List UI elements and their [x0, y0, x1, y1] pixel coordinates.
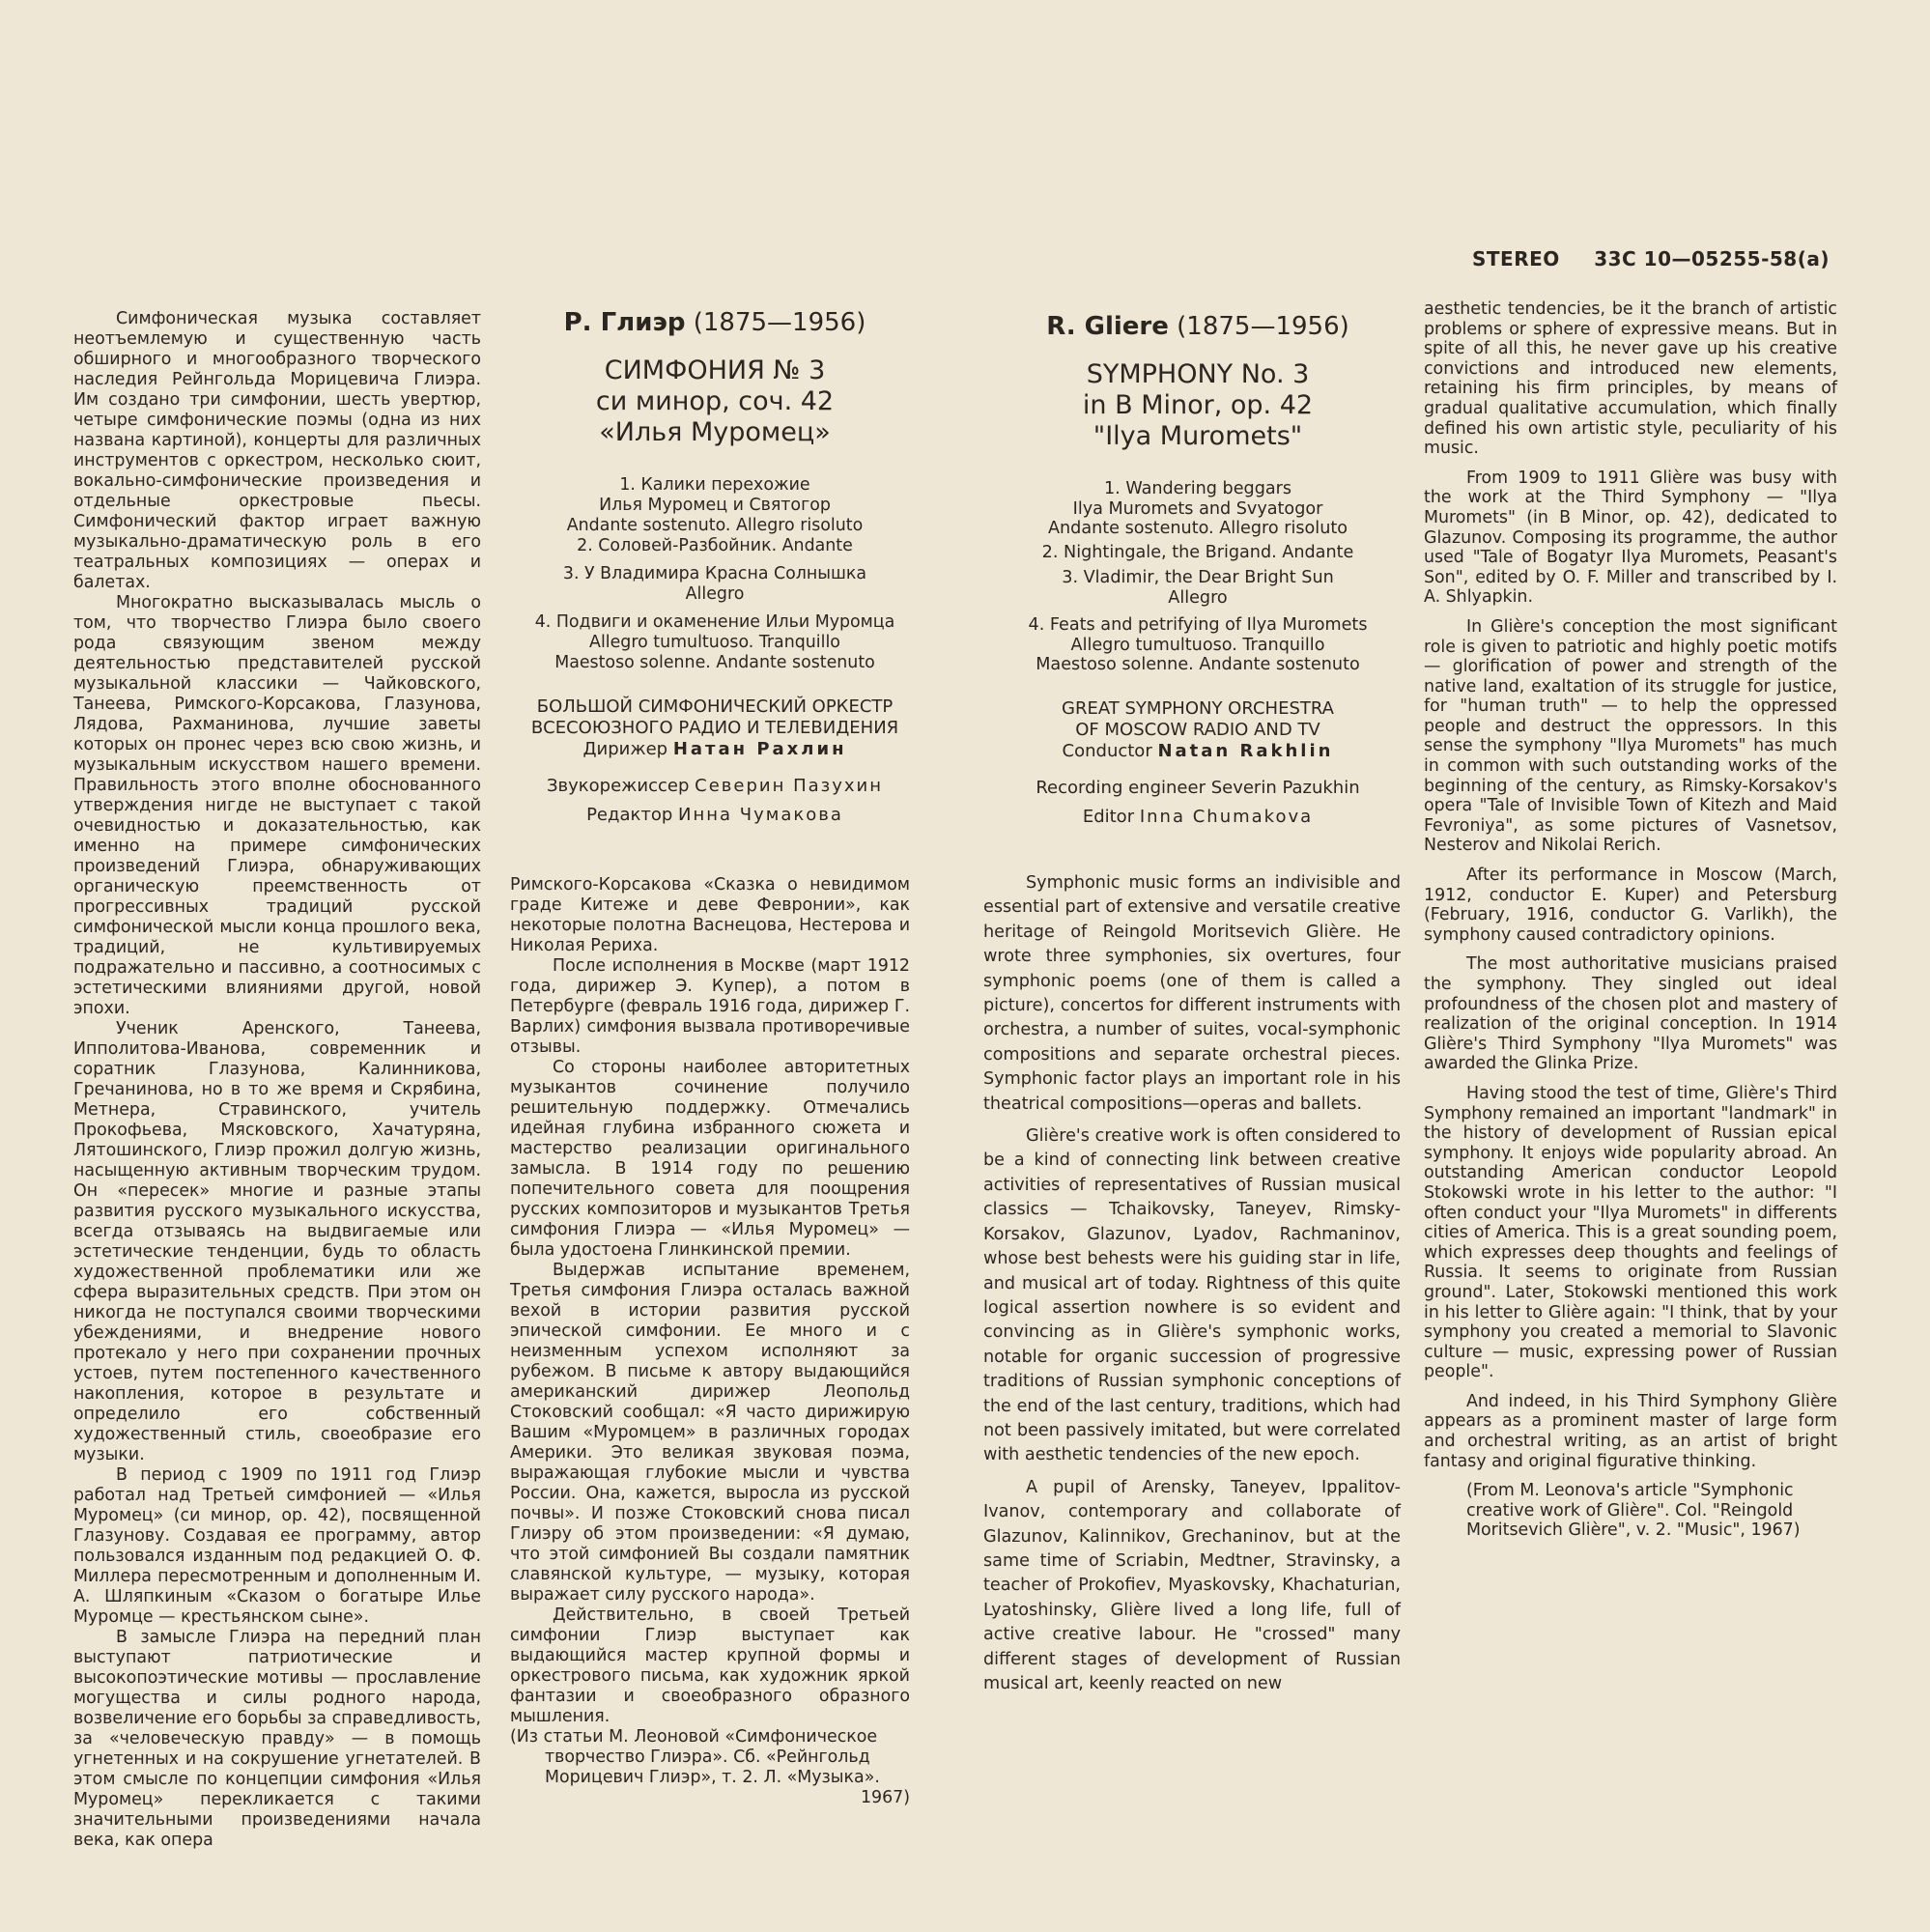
key-opus: си минор, соч. 42 [595, 386, 835, 416]
english-title-block [985, 311, 1410, 828]
engineer-name: Северин Пазухин [695, 776, 883, 796]
paragraph: In Glière's conception the most significant role is given to patriotic and highly poetic motifs — glorification of power and strength of the native land, exaltation of its struggle for justice, for "human truth" — to help the oppressed people and destruct the oppressors. In this sense the symphony "Ilya Muromets" has much in common with such outstanding works of the beginning of the century, as Rimsky-Korsakov's opera "Tale of Invisible Town of Kitezh and Maid Fevroniya", as some pictures of Vasnetsov, Nesterov and Nikolai Rerich. [1424, 616, 1837, 856]
symphony-title: СИМФОНИЯ № 3 [604, 355, 826, 385]
paragraph: Выдержав испытание временем, Третья симфония Глиэра осталась важной вехой в истории развития русской эпической симфонии. Ее много и с неизменным успехом исполняют за рубежом. В письме к автору выдающийся американский дирижер Леопольд Стоковский сообщал: «Я часто дирижирую Вашим «Муромцем» в различных городах Америки. Это великая звуковая поэма, выражающая глубокие мысли и чувства России. Она, кажется, выросла из русской почвы». И позже Стоковский снова писал Глиэру об этом произведении: «Я думаю, что этой симфонией Вы создали памятник славянской культуре, — музыку, которая выражает силу русского народа». [510, 1261, 910, 1605]
movement-line: Илья Муромец и Святогор [599, 496, 831, 515]
source-line: (From M. Leonova's article "Symphonic [1466, 1481, 1794, 1501]
paragraph: Римского-Корсакова «Сказка о невидимом граде Китеже и деве Февронии», как некоторые полотна Васнецова, Нестерова и Николая Рериха. [510, 875, 910, 955]
editor-label: Editor [1082, 806, 1135, 827]
engineer-label: Звукорежиссер [547, 776, 690, 796]
source-line: 1967) [860, 1788, 910, 1807]
symphony-title: SYMPHONY No. 3 [1086, 359, 1310, 389]
conductor-name: Натан Рахлин [672, 739, 847, 759]
symphony-subtitle: «Илья Муромец» [599, 417, 831, 447]
paragraph: A pupil of Arensky, Taneyev, Ippalitov-Ivanov, contemporary and collaborate of Glazunov, Kalinnikov, Grechaninov, but at the same time of Scriabin, Medtner, Stravinsky, a teacher of Prokofiev, Myaskovsky, Khachaturian, Lyatoshinsky, Glière lived a long life, full of active creative labour. He "crossed" many different stages of development of Russian musical art, keenly reacted on new [983, 1477, 1401, 1693]
paragraph: Симфоническая музыка составляет неотъемлемую и существенную часть обширного и многообразного творческого наследия Рейнгольда Морицевича Глиэра. Им создано три симфонии, шесть увертюр, четыре симфонические поэмы (одна из них названа картиной), концерты для различных инструментов с оркестром, несколько сюит, вокально-симфонические произведения и отдельные оркестровые пьесы. Симфонический фактор играет важную музыкально-драматическую роль в его театральных композициях — операх и балетах. [73, 309, 481, 592]
source-line: Морицевич Глиэр», т. 2. Л. «Музыка». [545, 1768, 880, 1787]
movement-line: Allegro [685, 584, 745, 604]
paragraph: And indeed, in his Third Symphony Glière appears as a prominent master of large form and orchestral writing, as an artist of bright fantasy and original figurative thinking. [1424, 1391, 1837, 1471]
movement-line: 2. Nightingale, the Brigand. Andante [1041, 542, 1354, 562]
movement-line: Allegro tumultuoso. Tranquillo [589, 633, 840, 652]
movement-line: Maestoso solenne. Andante sostenuto [554, 653, 875, 672]
engineer-line: Recording engineer Severin Pazukhin [1036, 777, 1360, 798]
paragraph: Со стороны наиболее авторитетных музыкантов сочинение получило решительную поддержку. Отмечались идейная глубина избранного сюжета и мастерство реализации оригинального замысла. В 1914 году по решению попечительного совета для поощрения русских композиторов и музыкантов Третья симфония Глиэра — «Илья Муромец» — была удостоена Глинкинской премии. [510, 1058, 910, 1260]
composer-heading-ru [502, 307, 927, 338]
russian-title-block [502, 307, 927, 826]
catalog-header [1472, 247, 1830, 270]
paragraph: Ученик Аренского, Танеева, Ипполитова-Иванова, современник и соратник Глазунова, Калинникова, Гречанинова, но в то же время и Скрябина, Метнера, Стравинского, учитель Прокофьева, Мясковского, Хачатуряна, Лятошинского, Глиэр прожил долгую жизнь, насыщенную активным творческим трудом. Он «пересек» многие и разные этапы развития русского музыкального искусства, всегда отзываясь на выдвигаемые или эстетические тенденции, будь то область художественной проблематики или же сфера выразительных средств. При этом он никогда не поступался своими творческими убеждениями, и внедрение нового протекало у него при сохранении прочных устоев, путем постепенного качественного накопления, которое в результате и определило его собственный художественный стиль, своеобразие его музыки. [73, 1019, 481, 1464]
movement-line: 3. У Владимира Красна Солнышка [562, 564, 867, 583]
symphony-subtitle: "Ilya Muromets" [1093, 421, 1303, 451]
movement-line: Andante sostenuto. Allegro risoluto [566, 516, 864, 535]
paragraph: Действительно, в своей Третьей симфонии Глиэр выступает как выдающийся мастер крупной формы и оркестрового письма, как художник яркой фантазии и своеобразного образного мышления. [510, 1605, 910, 1726]
source-line: (Из статьи М. Леоновой «Симфоническое [510, 1727, 878, 1747]
source-citation-en [1424, 1481, 1837, 1541]
paragraph: Многократно высказывалась мысль о том, что творчество Глиэра было своего рода связующим звеном между деятельностью представителей русской музыкальной классики — Чайковского, Танеева, Римского-Корсакова, Глазунова, Лядова, Рахманинова, лучшие заветы которых он пронес через всю свою жизнь, и музыкальным искусством нашего времени. Правильность этого вполне обоснованного утверждения нигде не выступает с такой очевидностью и доказательностью, как именно на примере симфонических произведений Глиэра, обнаруживающих органическую преемственность от прогрессивных традиций русской симфонической мысли конца прошлого века, традиций, не культивируемых подражательно и пассивно, а соотносимых с эстетическими влияниями другой, новой эпохи. [73, 593, 481, 1018]
movement-line: Allegro [1168, 587, 1228, 608]
movement-line: Andante sostenuto. Allegro risoluto [1047, 519, 1348, 538]
conductor-name: Natan Rakhlin [1157, 740, 1334, 761]
composer-name: R. Gliere [1046, 312, 1169, 341]
movement-line: Maestoso solenne. Andante sostenuto [1036, 655, 1360, 674]
orchestra-line: GREAT SYMPHONY ORCHESTRA [1062, 697, 1334, 719]
paragraph: После исполнения в Москве (март 1912 года, дирижер Э. Купер), а потом в Петербурге (февраль 1916 года, дирижер Г. Варлих) симфония вызвала противоречивые отзывы. [510, 956, 910, 1057]
editor-label: Редактор [586, 805, 673, 825]
credits-en [985, 698, 1410, 828]
editor-name: Инна Чумакова [678, 805, 843, 825]
stereo-label: STEREO [1472, 247, 1560, 270]
source-line: творчество Глиэра». Сб. «Рейнгольд [545, 1747, 870, 1767]
engineer-line [502, 776, 927, 797]
conductor-line [502, 739, 927, 760]
composer-name: Р. Глиэр [563, 308, 686, 337]
conductor-label: Дирижер [582, 739, 668, 759]
movement-line: 1. Wandering beggars [1103, 479, 1292, 498]
paragraph: From 1909 to 1911 Glière was busy with the work at the Third Symphony — "Ilya Muromets" (in B Minor, op. 42), dedicated to Glazunov. Composing its programme, the author used "Tale of Bogatyr Ilya Muromets, Peasant's Son", edited by O. F. Miller and transcribed by I. A. Shlyapkin. [1424, 468, 1837, 608]
composer-years: (1875—1956) [693, 308, 866, 337]
movement-line: 4. Подвиги и окаменение Ильи Муромца [534, 612, 895, 632]
movement-line: 3. Vladimir, the Dear Bright Sun [1062, 568, 1334, 587]
orchestra-line: ВСЕСОЮЗНОГО РАДИО И ТЕЛЕВИДЕНИЯ [530, 718, 899, 738]
conductor-label: Conductor [1062, 740, 1152, 761]
catalog-number: 33С 10—05255-58(а) [1594, 247, 1830, 270]
paragraph: В период с 1909 по 1911 год Глиэр работал над Третьей симфонией — «Илья Муромец» (си минор, ор. 42), посвященной Глазунову. Создавая ее программу, автор пользовался изданным под редакцией О. Ф. Миллера пересмотренным и дополненным И. А. Шляпкиным «Сказом о богатыре Илье Муромце — крестьянском сыне». [73, 1465, 481, 1627]
editor-line [985, 807, 1410, 828]
paragraph: В замысле Глиэра на передний план выступают патриотические и высокопоэтические мотивы — прославление могущества и силы родного народа, возвеличение его борьбы за справедливость, за «человеческую правду» — в помощь угнетенных и на сокрушение угнетателей. В этом смысле по концепции симфония «Илья Муромец» перекликается с такими значительными произведениями начала века, как опера [73, 1628, 481, 1850]
russian-essay-col1 [73, 309, 481, 1851]
paragraph: aesthetic tendencies, be it the branch of artistic problems or sphere of expressive means. But in spite of all this, he never gave up his creative convictions and introduced new elements, retaining his firm principles, by means of gradual qualitative accumulation, which finally defined his own artistic style, peculiarity of his music. [1424, 299, 1837, 459]
paragraph: Symphonic music forms an indivisible and essential part of extensive and versatile creative heritage of Reingold Moritsevich Glière. He wrote three symphonies, six overtures, four symphonic poems (one of them is called a picture), concertos for different instruments with orchestra, a number of suites, vocal-symphonic compositions and separate orchestral pieces. Symphonic factor plays an important role in his theatrical compositions—operas and ballets. [983, 873, 1401, 1114]
editor-name: Inna Chumakova [1139, 806, 1314, 827]
source-line: creative work of Glière". Col. "Reingold [1466, 1500, 1794, 1520]
movement-line: 4. Feats and petrifying of Ilya Muromets [1028, 615, 1368, 635]
key-opus: in B Minor, op. 42 [1082, 390, 1314, 420]
movement-line: 2. Соловей-Разбойник. Andante [577, 536, 853, 555]
editor-line [502, 805, 927, 826]
movement-line: Ilya Muromets and Svyatogor [1072, 498, 1323, 519]
paragraph: The most authoritative musicians praised the symphony. They singled out ideal profoundness of the chosen plot and mastery of realization of the original conception. In 1914 Glière's Third Symphony "Ilya Muromets" was awarded the Glinka Prize. [1424, 954, 1837, 1074]
movement-line: 1. Калики перехожие [619, 475, 810, 495]
paragraph: Having stood the test of time, Glière's Third Symphony remained an important "landmark" in the history of development of Russian epical symphony. It enjoys wide popularity abroad. An outstanding American conductor Leopold Stokowski wrote in his letter to the author: "I often conduct your "Ilya Muromets" in differents cities of America. This is a great sounding poem, which expresses deep thoughts and feelings of Russia. It seems to originate from Russian ground". Later, Stokowski mentioned this work in his letter to Glière again: "I think, that by your symphony you created a memorial to Slavonic culture — music, expressing power of Russian people". [1424, 1083, 1837, 1382]
orchestra-line: OF MOSCOW RADIO AND TV [1075, 719, 1320, 740]
conductor-line [985, 741, 1410, 762]
orchestra-line: БОЛЬШОЙ СИМФОНИЧЕСКИЙ ОРКЕСТР [536, 696, 894, 717]
english-essay-col4 [1424, 299, 1837, 1541]
source-line: Moritsevich Glière", v. 2. "Music", 1967) [1466, 1520, 1801, 1541]
paragraph: After its performance in Moscow (March, 1912, conductor E. Kuper) and Petersburg (February, 1916, conductor G. Varlikh), the symphony caused contradictory opinions. [1424, 866, 1837, 945]
movement-line: Allegro tumultuoso. Tranquillo [1070, 635, 1325, 655]
credits-ru [502, 696, 927, 826]
movement-list [502, 475, 927, 673]
composer-heading-en [985, 311, 1410, 342]
russian-essay-col2 [510, 875, 910, 1808]
english-essay-col3 [983, 871, 1401, 1704]
composer-years: (1875—1956) [1177, 312, 1349, 341]
paragraph: Glière's creative work is often considered to be a kind of connecting link between creative activities of representatives of Russian musical classics — Tchaikovsky, Taneyev, Rimsky-Korsakov, Glazunov, Lyadov, Rachmaninov, whose best behests were his guiding star in life, and musical art of today. Rightness of this quite logical assertion nowhere is so evident and convincing as in Glière's symphonic works, notable for organic succession of progressive traditions of Russian symphonic conceptions of the end of the last century, traditions, which had not been passively imitated, but were correlated with aesthetic tendencies of the new epoch. [983, 1126, 1401, 1465]
source-citation-ru [510, 1727, 910, 1808]
movement-list [985, 479, 1410, 675]
